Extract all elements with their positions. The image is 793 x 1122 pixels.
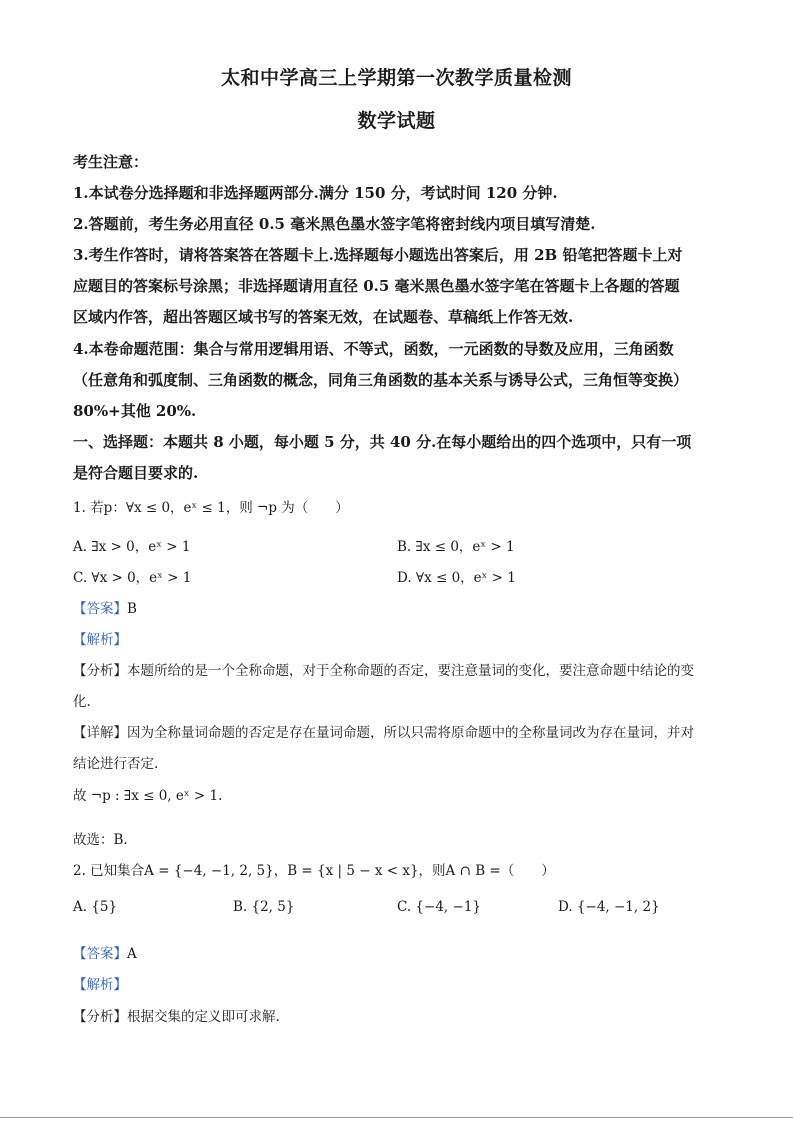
notice-line: 4.本卷命题范围：集合与常用逻辑用语、不等式，函数，一元函数的导数及应用，三角函数 [73,340,674,358]
fenxi-text: 根据交集的定义即可求解. [127,1009,280,1025]
q2-option-c: C. {−4, −1} [397,899,481,915]
section-heading-cont: 是符合题目要求的. [73,464,199,482]
answer-value: A [127,946,137,962]
question-1-stem: 1. 若p：∀x ≤ 0，eˣ ≤ 1，则 ¬p 为（ ） [73,500,349,516]
notice-line: 1.本试卷分选择题和非选择题两部分.满分 150 分，考试时间 120 分钟. [73,184,558,202]
notice-line: 80%+其他 20%. [73,402,197,420]
fenxi-tag: 【分析】 [73,1009,127,1025]
notice-line: （任意角和弧度制、三角函数的概念，同角三角函数的基本关系与诱导公式，三角恒等变换） [73,371,689,389]
q1-option-c: C. ∀x > 0，eˣ > 1 [73,570,192,586]
subject-title: 数学试题 [357,110,436,132]
answer-value: B [127,601,137,617]
q1-answer [73,597,723,617]
notice-line: 2.答题前，考生务必用直径 0.5 毫米黑色墨水签字笔将密封线内项目填写清楚. [73,215,596,233]
q1-xiangjie [73,721,723,741]
answer-tag: 【答案】 [73,601,127,617]
fenxi-text: 本题所给的是一个全称命题，对于全称命题的否定，要注意量词的变化，要注意命题中结论的变 [127,663,694,679]
fenxi-tag: 【分析】 [73,663,127,679]
q1-xiangjie-cont: 结论进行否定. [73,756,159,772]
q2-analysis-tag: 【解析】 [73,977,127,993]
notice-line: 3.考生作答时，请将答案答在答题卡上.选择题每小题选出答案后，用 2B 铅笔把答题卡上对 [73,246,683,264]
q1-option-d: D. ∀x ≤ 0，eˣ > 1 [397,570,516,586]
q1-analysis-tag: 【解析】 [73,632,127,648]
q1-fenxi-cont: 化. [73,694,91,710]
exam-title: 太和中学高三上学期第一次教学质量检测 [220,67,572,89]
xiangjie-tag: 【详解】 [73,725,127,741]
q1-conclusion: 故 ¬p : ∃x ≤ 0, eˣ > 1. [73,788,223,804]
q2-option-d: D. {−4, −1, 2} [558,899,660,915]
q1-choice: 故选：B. [73,832,128,848]
q1-option-a: A. ∃x > 0，eˣ > 1 [73,539,191,555]
q2-option-a: A. {5} [73,899,118,915]
notice-line: 应题目的答案标号涂黑；非选择题请用直径 0.5 毫米黑色墨水签字笔在答题卡上各题的答题 [73,277,680,295]
section-heading: 一、选择题：本题共 8 小题，每小题 5 分，共 40 分.在每小题给出的四个选项中，只有一项 [73,433,692,451]
q2-option-b: B. {2, 5} [233,899,295,915]
q2-answer [73,942,723,962]
xiangjie-text: 因为全称量词命题的否定是存在量词命题，所以只需将原命题中的全称量词改为存在量词，并对 [127,725,694,741]
q1-fenxi [73,659,723,679]
page-bottom-rule [0,1117,793,1118]
q2-fenxi [73,1005,723,1025]
q1-option-b: B. ∃x ≤ 0，eˣ > 1 [397,539,515,555]
question-2-stem: 2. 已知集合A = {−4, −1, 2, 5}，B = {x | 5 − x < x}，则A ∩ B =（ ） [73,863,555,879]
notice-heading: 考生注意： [73,153,149,171]
notice-line: 区域内作答，超出答题区域书写的答案无效，在试题卷、草稿纸上作答无效. [73,308,574,326]
answer-tag: 【答案】 [73,946,127,962]
